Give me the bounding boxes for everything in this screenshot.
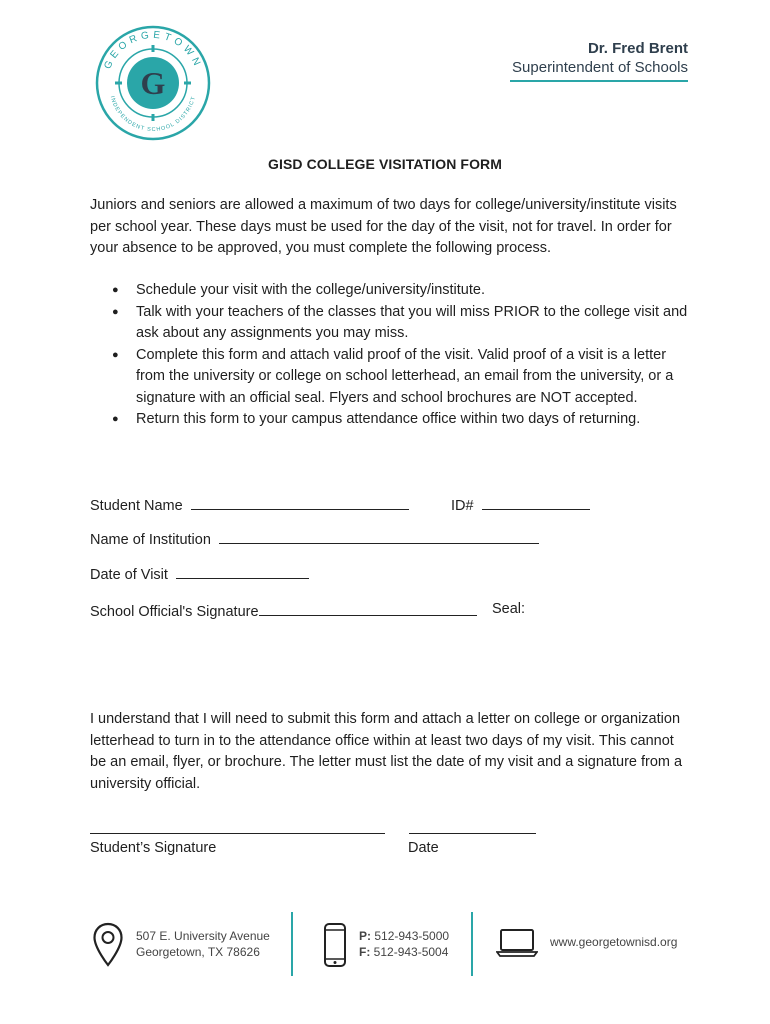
visit-date-field [90, 564, 309, 583]
bullet-icon: ● [112, 413, 119, 425]
address-line-2: Georgetown, TX 78626 [136, 945, 260, 959]
signature-date-label: Date [408, 840, 439, 856]
institution-field [90, 529, 539, 548]
step-text: Complete this form and attach valid proof of the visit. Valid proof of a visit is a letter from the university or college on school letterhead, an email from the university, or a signature with an official seal. Flyers and school brochures are NOT accepted. [136, 346, 674, 406]
list-item [90, 345, 690, 410]
signature-date-line[interactable] [409, 833, 536, 834]
official-signature-label: School Official's Signature [90, 604, 259, 620]
superintendent-name: Dr. Fred Brent [587, 40, 688, 57]
address-line-1: 507 E. University Avenue [136, 929, 270, 943]
phone-block [359, 928, 449, 960]
phone-number[interactable]: 512-943-5000 [374, 929, 450, 943]
address-block [136, 928, 270, 960]
id-label: ID# [451, 498, 474, 514]
acknowledgement-paragraph: I understand that I will need to submit this form and attach a letter on college or organization letterhead to turn in to the attendance office within at least two days of my visit. This cannot be an email, flyer, or brochure. The letter must list the date of my visit and a signature from a university official. [90, 711, 683, 792]
logo-monogram: G [140, 65, 166, 101]
fax-number: 512-943-5004 [373, 945, 449, 959]
official-signature-field [90, 601, 477, 620]
process-steps [90, 280, 690, 431]
bullet-icon: ● [112, 348, 119, 361]
student-name-field [90, 495, 409, 514]
id-field [451, 495, 590, 514]
phone-prefix: P: [359, 929, 371, 943]
bullet-icon: ● [112, 284, 119, 296]
logo-arc-top-text: GEORGETOWN [102, 29, 204, 71]
list-item [90, 280, 690, 302]
step-text: Return this form to your campus attendance office within two days of returning. [136, 411, 641, 427]
step-text: Talk with your teachers of the classes that you will miss PRIOR to the college visit and ask about any assignments you may miss. [136, 303, 688, 341]
student-name-label: Student Name [90, 498, 183, 514]
institution-input[interactable] [219, 529, 539, 544]
step-text: Schedule your visit with the college/university/institute. [136, 282, 485, 298]
seal-label: Seal: [492, 601, 526, 617]
institution-label: Name of Institution [90, 532, 211, 548]
student-name-input[interactable] [191, 495, 409, 510]
form-title: GISD COLLEGE VISITATION FORM [267, 156, 503, 172]
id-input[interactable] [482, 495, 590, 510]
phone-icon [323, 922, 347, 968]
footer-divider [291, 912, 293, 976]
student-signature-line[interactable] [90, 833, 385, 834]
superintendent-title: Superintendent of Schools [512, 59, 688, 76]
visit-date-input[interactable] [176, 564, 309, 579]
student-signature-label: Student’s Signature [90, 840, 217, 856]
laptop-icon [496, 928, 538, 958]
location-pin-icon [92, 922, 124, 968]
visit-date-label: Date of Visit [90, 567, 168, 583]
bullet-icon: ● [112, 305, 119, 318]
list-item [90, 302, 690, 345]
header-rule [510, 80, 688, 82]
logo-arc-bottom-text: INDEPENDENT SCHOOL DISTRICT [108, 95, 198, 134]
website-link[interactable]: www.georgetownisd.org [550, 935, 678, 949]
fax-prefix: F: [359, 945, 371, 959]
district-logo [92, 22, 214, 144]
intro-paragraph: Juniors and seniors are allowed a maximum of two days for college/university/institute visits per school year. These days must be used for the day of the visit, not for travel. In order for your absence to be approved, you must complete the following process. [90, 197, 677, 256]
list-item [90, 409, 690, 431]
footer-divider [471, 912, 473, 976]
superintendent-block [512, 40, 688, 77]
official-signature-input[interactable] [259, 601, 477, 616]
